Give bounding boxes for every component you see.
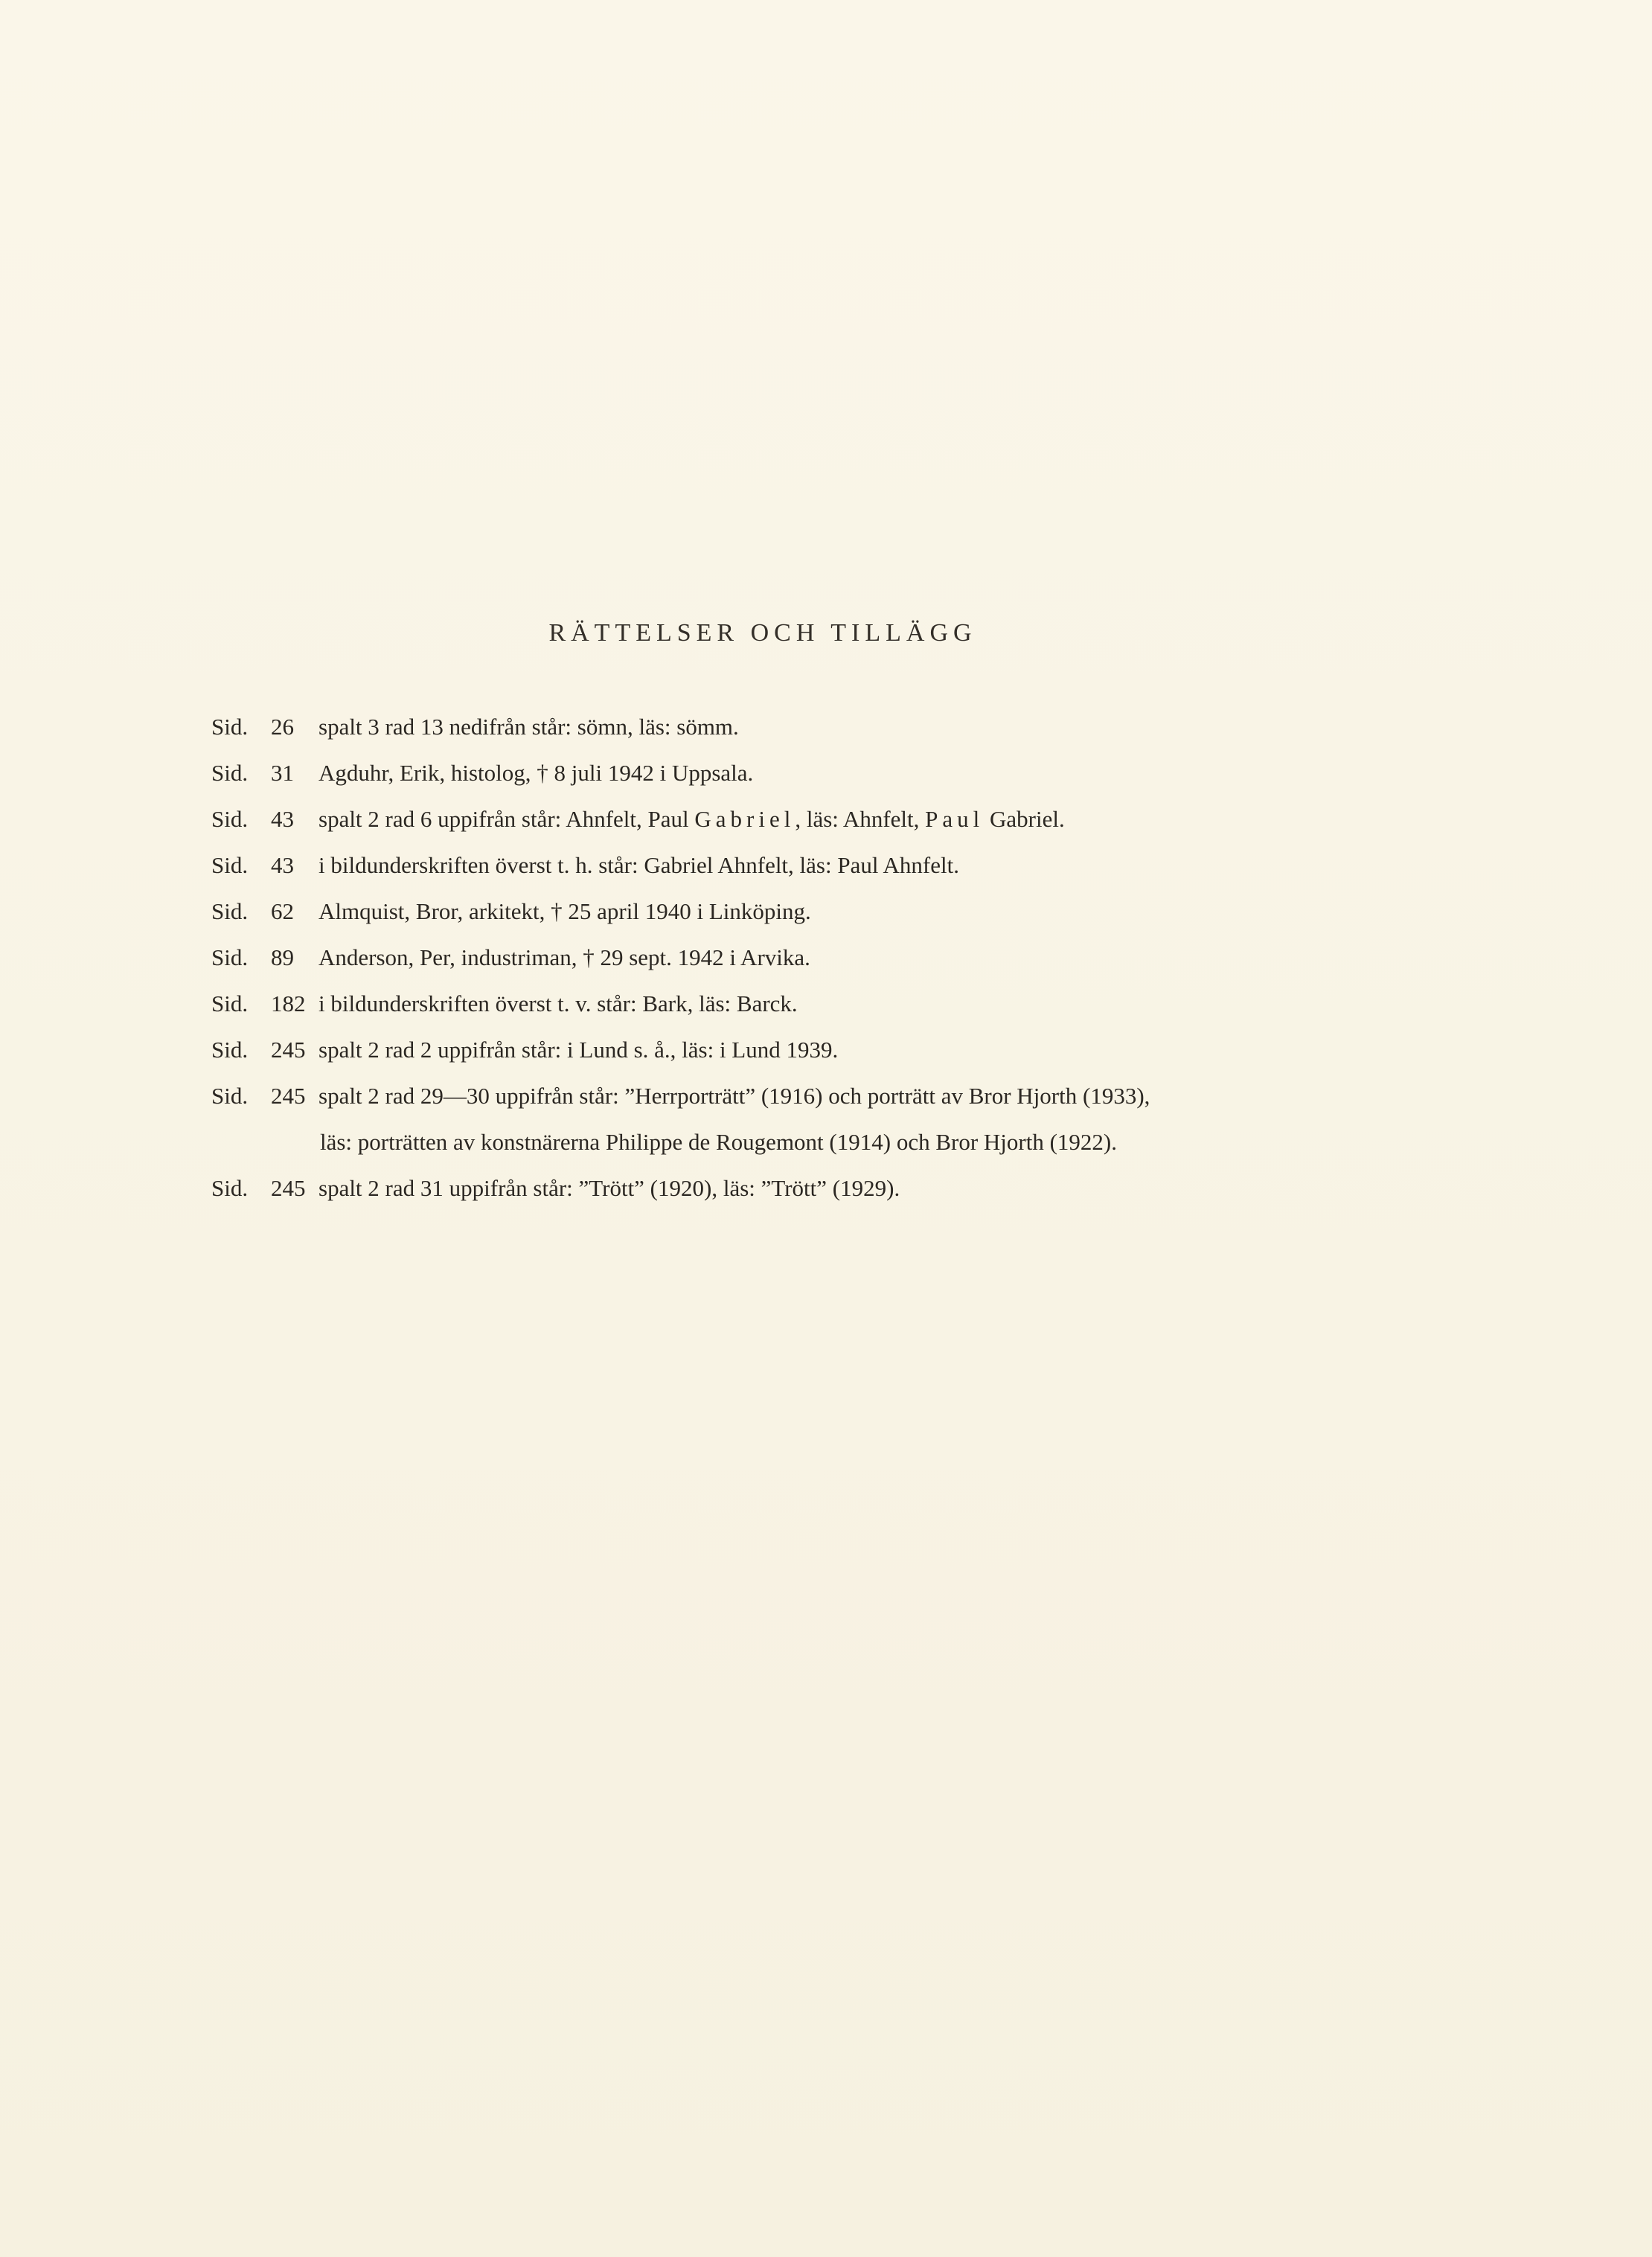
sid-label: Sid.	[211, 714, 249, 740]
entry-first-line	[211, 1073, 1476, 1119]
entry-reference	[211, 704, 318, 750]
errata-entry	[211, 1027, 1476, 1073]
spaced-name: Gabriel	[694, 806, 795, 832]
entry-reference	[211, 889, 318, 935]
entry-reference	[211, 842, 318, 889]
sid-label: Sid.	[211, 990, 249, 1017]
sid-label: Sid.	[211, 852, 249, 878]
sid-label: Sid.	[211, 1083, 249, 1109]
page-number: 26	[271, 714, 294, 740]
entry-text: Anderson, Per, industriman, † 29 sept. 1942 i Arvika.	[318, 944, 810, 970]
errata-entry	[211, 889, 1476, 935]
errata-entry	[211, 842, 1476, 889]
page-number: 182	[271, 990, 306, 1017]
entry-reference	[211, 750, 318, 796]
entry-continuation: läs: porträtten av konstnärerna Philippe de Rougemont (1914) och Bror Hjorth (1922).	[320, 1129, 1117, 1155]
errata-entry	[211, 981, 1476, 1027]
errata-entry	[211, 1165, 1476, 1211]
entry-text: spalt 2 rad 2 uppifrån står: i Lund s. å., läs: i Lund 1939.	[318, 1037, 839, 1063]
entry-text-part: spalt 2 rad 6 uppifrån står: Ahnfelt, Paul	[318, 806, 695, 832]
sid-label: Sid.	[211, 1037, 249, 1063]
sid-label: Sid.	[211, 760, 249, 786]
page-number: 245	[271, 1083, 306, 1109]
entry-reference	[211, 981, 318, 1027]
entry-reference	[211, 1165, 318, 1211]
sid-label: Sid.	[211, 944, 249, 970]
spaced-name: Paul	[925, 806, 985, 832]
entry-text: i bildunderskriften överst t. h. står: Gabriel Ahnfelt, läs: Paul Ahnfelt.	[318, 852, 959, 878]
entry-text: Agduhr, Erik, histolog, † 8 juli 1942 i Uppsala.	[318, 760, 754, 786]
errata-entry	[211, 796, 1476, 842]
errata-entry	[211, 750, 1476, 796]
entry-reference	[211, 1027, 318, 1073]
sid-label: Sid.	[211, 898, 249, 924]
entry-text-part: , läs: Ahnfelt,	[795, 806, 926, 832]
page-number: 43	[271, 852, 294, 878]
entry-text: i bildunderskriften överst t. v. står: Bark, läs: Barck.	[318, 990, 798, 1017]
page-number: 43	[271, 806, 294, 832]
entry-text	[318, 796, 1065, 842]
page-number: 62	[271, 898, 294, 924]
sid-label: Sid.	[211, 806, 249, 832]
page-number: 245	[271, 1175, 306, 1201]
entry-reference	[211, 1073, 318, 1119]
page-number: 89	[271, 944, 294, 970]
entry-text-part: Gabriel.	[984, 806, 1065, 832]
errata-entry	[211, 704, 1476, 750]
entry-reference	[211, 935, 318, 981]
page-number: 245	[271, 1037, 306, 1063]
sid-label: Sid.	[211, 1175, 249, 1201]
entry-text: spalt 2 rad 31 uppifrån står: ”Trött” (1920), läs: ”Trött” (1929).	[318, 1175, 900, 1201]
page-title: RÄTTELSER OCH TILLÄGG	[548, 619, 977, 647]
entry-reference	[211, 796, 318, 842]
errata-entry	[211, 935, 1476, 981]
entry-text: Almquist, Bror, arkitekt, † 25 april 1940 i Linköping.	[318, 898, 811, 924]
entry-text: spalt 3 rad 13 nedifrån står: sömn, läs: sömm.	[318, 714, 739, 740]
entry-text: spalt 2 rad 29—30 uppifrån står: ”Herrporträtt” (1916) och porträtt av Bror Hjorth (1933),	[318, 1083, 1150, 1109]
errata-list	[211, 704, 1476, 1211]
page-number: 31	[271, 760, 294, 786]
errata-entry	[211, 1073, 1476, 1165]
